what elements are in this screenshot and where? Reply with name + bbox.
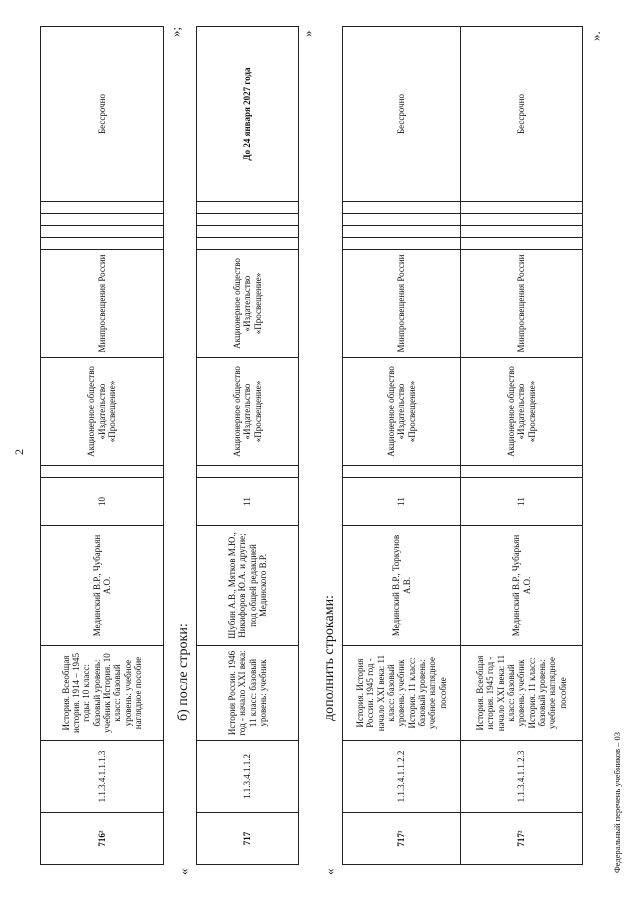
cell-authors: Мединский В.Р., Чубарьян А.О.	[461, 526, 583, 646]
cell-empty	[343, 466, 461, 478]
cell-empty	[343, 214, 461, 226]
end-mark: »	[300, 30, 315, 37]
cell-no: 717¹	[343, 813, 461, 865]
cell-term: Бессрочно	[343, 27, 461, 202]
table-row	[197, 27, 299, 865]
cell-empty	[343, 238, 461, 250]
cell-no: 717²	[461, 813, 583, 865]
cell-no: 716²	[41, 813, 164, 865]
cell-code: 1.1.3.4.1.1.1.3	[41, 741, 164, 813]
table-row	[343, 27, 461, 865]
cell-publisher: Акционерное общество «Издательство «Просвещение»	[461, 358, 583, 466]
cell-empty	[343, 202, 461, 214]
cell-empty	[41, 226, 164, 238]
cell-title: История. Всеобщая история. 1945 год - начало XXI века: 11 класс: базовый уровень: учебник История. 11 класс: базовый уровень: учебное наглядное пособие	[461, 646, 583, 741]
cell-empty	[461, 214, 583, 226]
cell-ministry: Минпросвещения России	[343, 250, 461, 358]
cell-code: 1.1.3.4.1.1.2.3	[461, 741, 583, 813]
cell-authors: Шубин А.В., Мятков М.Ю., Никифоров Ю.А. и другие; под общей редакцией Мединского В.Р.	[197, 526, 299, 646]
cell-empty	[461, 226, 583, 238]
cell-empty	[343, 226, 461, 238]
cell-term: До 24 января 2027 года	[197, 27, 299, 202]
open-quote: «	[322, 868, 337, 875]
cell-no: 717	[197, 813, 299, 865]
cell-ministry: Акционерное общество «Издательство «Просвещение»	[197, 250, 299, 358]
cell-title: История России. 1946 год - начало XXI века: 11 класс: базовый уровень: учебник	[197, 646, 299, 741]
footer-text: Федеральный перечень учебников – 03	[612, 731, 622, 873]
open-quote: «	[176, 868, 191, 875]
cell-authors: Мединский В.Р., Чубарьян А.О.	[41, 526, 164, 646]
cell-term: Бессрочно	[41, 27, 164, 202]
cell-term: Бессрочно	[461, 27, 583, 202]
cell-publisher: Акционерное общество «Издательство «Просвещение»	[343, 358, 461, 466]
end-mark: »;	[168, 26, 183, 37]
cell-grade: 10	[41, 478, 164, 526]
cell-title: История. Всеобщая история. 1914 – 1945 годы: 10 класс: базовый уровень: учебник История. 10 класс: базовый уровень: учебное наглядное пособие	[41, 646, 164, 741]
cell-code: 1.1.3.4.1.1.2	[197, 741, 299, 813]
table-row	[41, 27, 164, 865]
cell-grade: 11	[343, 478, 461, 526]
cell-title: История. История России. 1945 год - начало XXI века: 11 класс: базовый уровень: учебник История. 11 класс: базовый уровень: учебное наглядное пособие	[343, 646, 461, 741]
cell-empty	[461, 202, 583, 214]
cell-empty	[41, 214, 164, 226]
cell-empty	[461, 466, 583, 478]
cell-publisher: Акционерное общество «Издательство «Просвещение»	[197, 358, 299, 466]
cell-code: 1.1.3.4.1.1.2.2	[343, 741, 461, 813]
table-add	[342, 26, 583, 865]
cell-empty	[41, 466, 164, 478]
cell-empty	[197, 202, 299, 214]
section-label: б) после строки:	[176, 623, 191, 721]
cell-empty	[461, 238, 583, 250]
cell-ministry: Минпросвещения России	[41, 250, 164, 358]
cell-empty	[197, 238, 299, 250]
cell-grade: 11	[461, 478, 583, 526]
end-mark: ».	[588, 31, 603, 41]
cell-empty	[41, 202, 164, 214]
cell-ministry: Минпросвещения России	[461, 250, 583, 358]
table-row	[461, 27, 583, 865]
cell-empty	[197, 214, 299, 226]
table-b	[196, 26, 299, 865]
cell-authors: Мединский В.Р., Торкунов А.В.	[343, 526, 461, 646]
cell-publisher: Акционерное общество «Издательство «Просвещение»	[41, 358, 164, 466]
cell-empty	[41, 238, 164, 250]
section-label: дополнить строками:	[322, 595, 337, 721]
table-top	[40, 26, 164, 865]
page-number: 2	[12, 449, 26, 455]
cell-empty	[197, 466, 299, 478]
cell-grade: 11	[197, 478, 299, 526]
cell-empty	[197, 226, 299, 238]
